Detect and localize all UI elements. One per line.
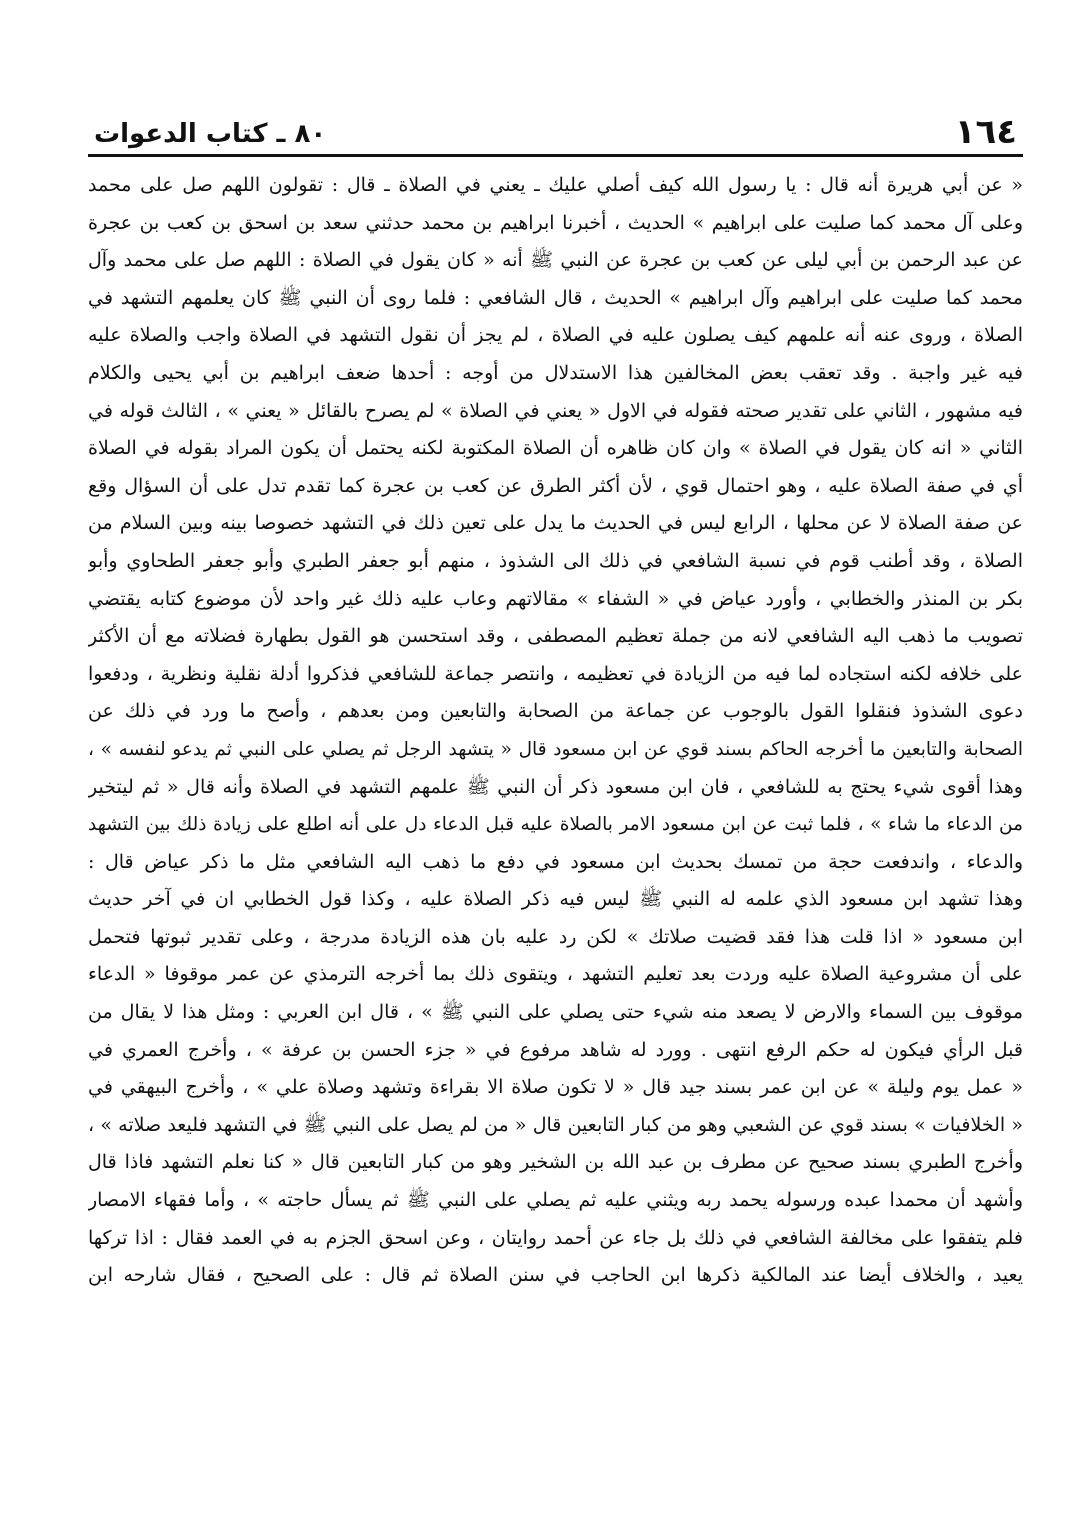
text-line: يعيد ، والخلاف أيضا عند المالكية ذكرها ابن الحاجب في سنن الصلاة ثم قال : على الصحيح ، فقال شارحه ابن: [88, 1264, 1023, 1287]
text-line: دعوى الشذوذ فنقلوا القول بالوجوب عن جماعة من الصحابة والتابعين ومن بعدهم ، وأصح ما ورد في ذلك عن: [88, 700, 1023, 723]
text-line: وأخرج الطبري بسند صحيح عن مطرف بن عبد الله بن الشخير وهو من كبار التابعين قال « كنا نعلم التشهد فاذا قال: [88, 1151, 1023, 1174]
text-line: قبل الرأي فيكون له حكم الرفع انتهى . وورد له شاهد مرفوع في « جزء الحسن بن عرفة » ، وأخرج العمري في: [88, 1038, 1023, 1061]
page-number: ١٦٤: [954, 112, 1017, 152]
text-line: وهذا أقوى شيء يحتج به للشافعي ، فان ابن مسعود ذكر أن النبي ﷺ علمهم التشهد في الصلاة وأنه قال « ثم ليتخير: [88, 775, 1023, 798]
text-line: بكر بن المنذر والخطابي ، وأورد عياض في « الشفاء » مقالاتهم وعاب عليه ذلك غير واحد لأن موضوع كتابه يقتضي: [88, 587, 1023, 610]
text-line: أي في صفة الصلاة عليه ، وهو احتمال قوي ، لأن أكثر الطرق عن كعب بن عجرة كما تقدم تدل على أن السؤال وقع: [88, 474, 1023, 497]
page-header: [88, 104, 1023, 154]
text-line: « عمل يوم وليلة » عن ابن عمر بسند جيد قال « لا تكون صلاة الا بقراءة وتشهد وصلاة علي » ، وأخرج البيهقي في: [88, 1076, 1023, 1099]
text-line: محمد كما صليت على ابراهيم وآل ابراهيم » الحديث ، قال الشافعي : فلما روى أن النبي ﷺ كان يعلمهم التشهد في: [88, 286, 1023, 309]
text-line: وأشهد أن محمدا عبده ورسوله يحمد ربه ويثني عليه ثم يصلي على النبي ﷺ ثم يسأل حاجته » ، وأما فقهاء الامصار: [88, 1189, 1023, 1212]
text-line: فيه غير واجبة . وقد تعقب بعض المخالفين هذا الاستدلال من أوجه : أحدها ضعف ابراهيم بن أبي يحيى والكلام: [88, 361, 1023, 384]
text-line: الصحابة والتابعين ما أخرجه الحاكم بسند قوي عن ابن مسعود قال « يتشهد الرجل ثم يصلي على النبي ثم يدعو لنفسه » ،: [88, 738, 1023, 760]
text-line: على أن مشروعية الصلاة عليه وردت بعد تعليم التشهد ، ويتقوى ذلك بما أخرجه الترمذي عن عمر موقوفا « الدعاء: [88, 963, 1023, 986]
document-page: [88, 104, 1023, 1295]
text-line: تصويب ما ذهب اليه الشافعي لانه من جملة تعظيم المصطفى ، وقد استحسن هو القول بطهارة فضلاته مع أن الأكثر: [88, 625, 1023, 648]
text-line: فلم يتفقوا على مخالفة الشافعي في ذلك بل جاء عن أحمد روايتان ، وعن اسحق الجزم به في العمد فقال : اذا تركها: [88, 1226, 1023, 1249]
text-line: والدعاء ، واندفعت حجة من تمسك بحديث ابن مسعود في دفع ما ذهب اليه الشافعي مثل ما ذكر عياض قال :: [88, 850, 1023, 873]
text-line: « عن أبي هريرة أنه قال : يا رسول الله كيف أصلي عليك ـ يعني في الصلاة ـ قال : تقولون اللهم صل على محمد: [88, 174, 1023, 196]
text-line: موقوف بين السماء والارض لا يصعد منه شيء حتى يصلي على النبي ﷺ » ، قال ابن العربي : ومثل هذا لا يقال من: [88, 1001, 1023, 1024]
text-line: ابن مسعود « اذا قلت هذا فقد قضيت صلاتك » لكن رد عليه بان هذه الزيادة مدرجة ، وعلى تقدير ثبوتها فتحمل: [88, 925, 1023, 948]
text-line: الصلاة ، وقد أطنب قوم في نسبة الشافعي في ذلك الى الشذوذ ، منهم أبو جعفر الطبري وأبو جعفر الطحاوي وأبو: [88, 549, 1023, 572]
text-line: عن عبد الرحمن بن أبي ليلى عن كعب بن عجرة عن النبي ﷺ أنه « كان يقول في الصلاة : اللهم صل على محمد وآل: [88, 249, 1023, 272]
text-line: الثاني « انه كان يقول في الصلاة » وان كان ظاهره أن الصلاة المكتوبة لكنه يحتمل أن يكون المراد بقوله في الصلاة: [88, 437, 1023, 460]
text-line: وعلى آل محمد كما صليت على ابراهيم » الحديث ، أخبرنا ابراهيم بن محمد حدثني سعد بن اسحق بن كعب بن عجرة: [88, 211, 1023, 234]
text-line: عن صفة الصلاة لا عن محلها ، الرابع ليس في الحديث ما يدل على تعين ذلك في التشهد خصوصا بينه وبين السلام من: [88, 512, 1023, 535]
text-line: « الخلافيات » بسند قوي عن الشعبي وهو من كبار التابعين قال « من لم يصل على النبي ﷺ في التشهد فليعد صلاته » ،: [88, 1113, 1023, 1136]
running-title: ٨٠ ـ كتاب الدعوات: [94, 119, 327, 149]
text-line: من الدعاء ما شاء » ، فلما ثبت عن ابن مسعود الامر بالصلاة عليه قبل الدعاء دل على أنه اطلع على زيادة ذلك بين التشهد: [88, 814, 1023, 836]
text-line: الصلاة ، وروى عنه أنه علمهم كيف يصلون عليه في الصلاة ، لم يجز أن نقول التشهد في الصلاة واجب والصلاة عليه: [88, 324, 1023, 347]
body-text: [88, 167, 1023, 1295]
text-line: فيه مشهور ، الثاني على تقدير صحته فقوله في الاول « يعني في الصلاة » لم يصرح بالقائل « يعني » ، الثالث قوله في: [88, 399, 1023, 422]
header-rule: [88, 154, 1023, 157]
text-line: على خلافه لكنه استجاده لما فيه من الزيادة في تعظيمه ، وانتصر جماعة للشافعي فذكروا أدلة نقلية ونظرية ، ودفعوا: [88, 662, 1023, 685]
text-line: وهذا تشهد ابن مسعود الذي علمه له النبي ﷺ ليس فيه ذكر الصلاة عليه ، وكذا قول الخطابي ان في آخر حديث: [88, 888, 1023, 911]
